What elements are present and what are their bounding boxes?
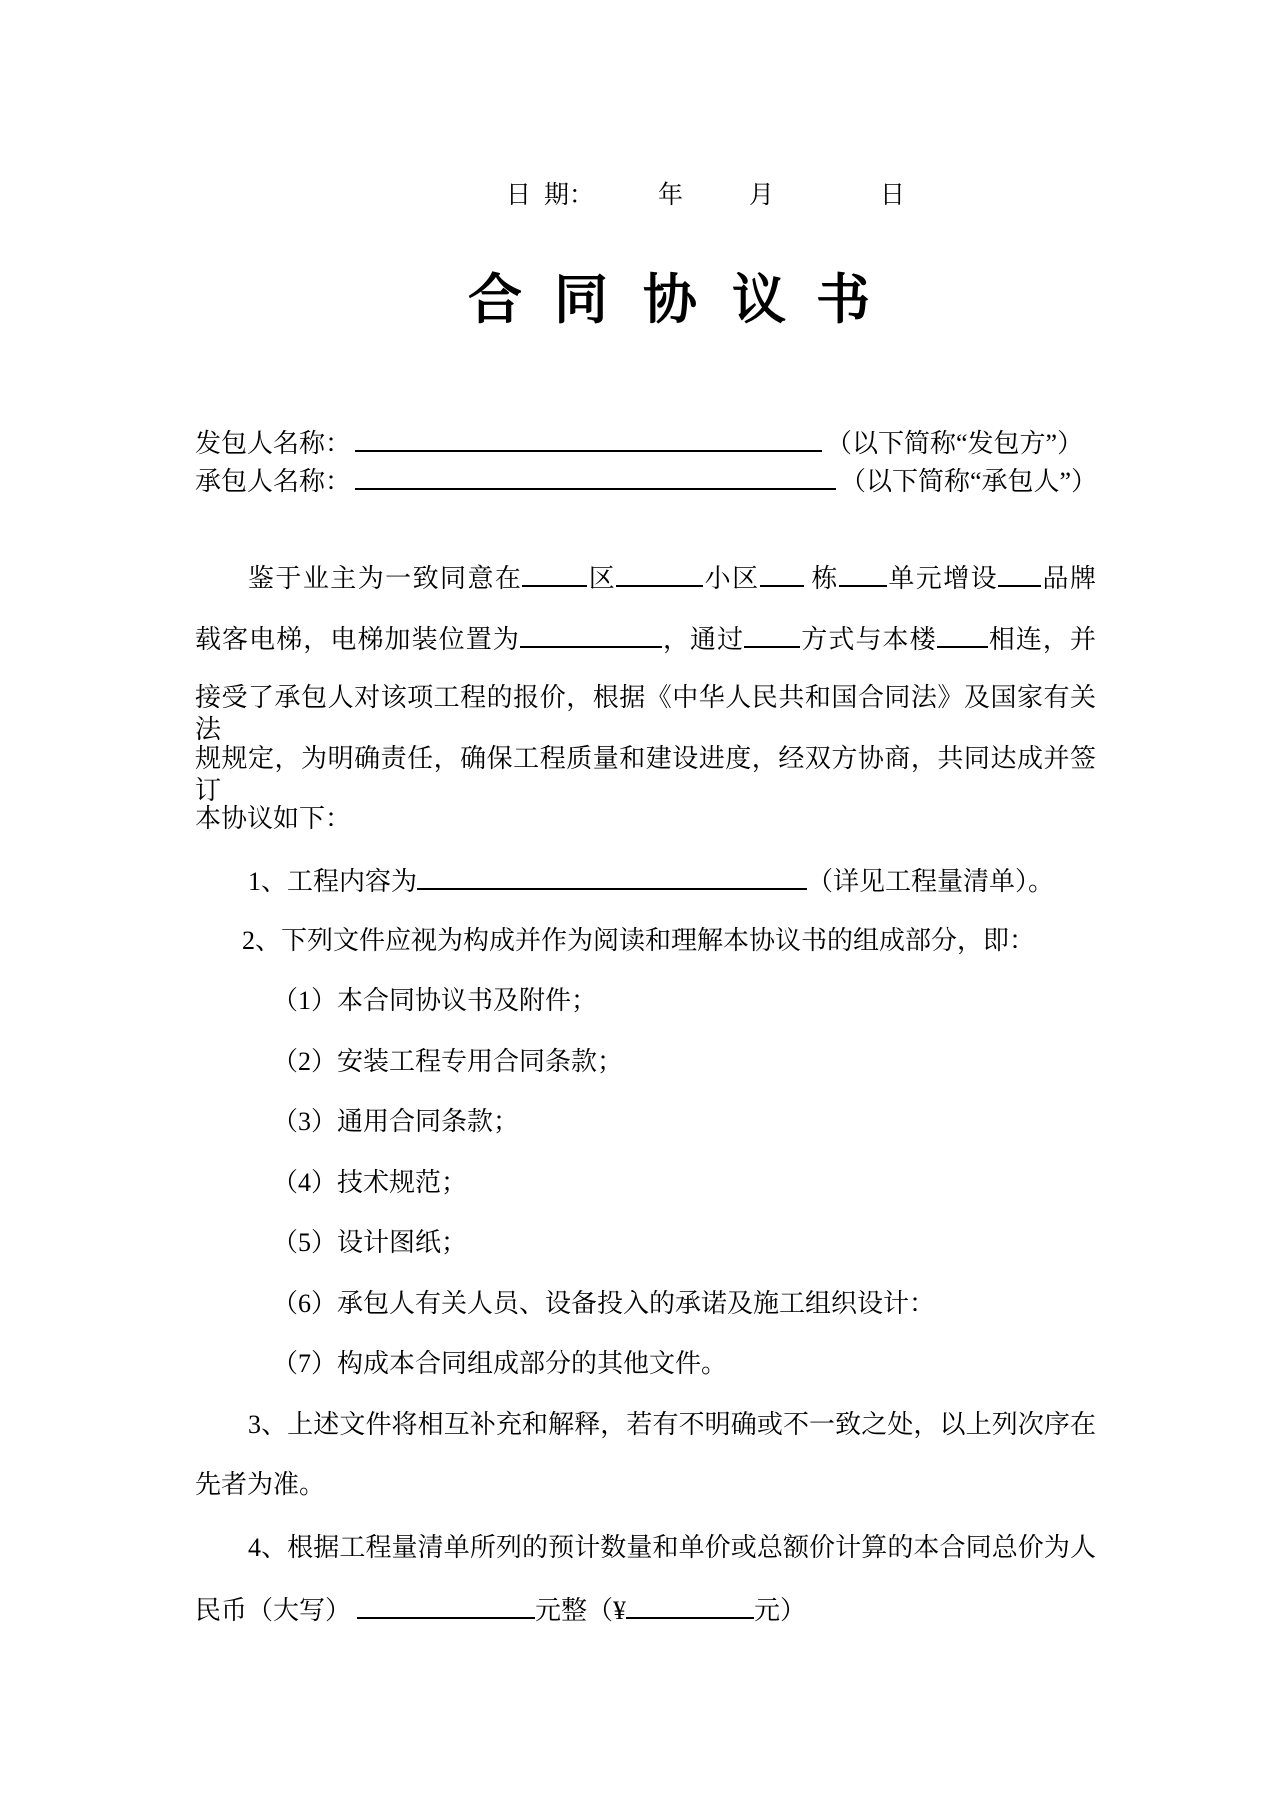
title-char: 同	[554, 268, 608, 331]
clause-4-line-2	[195, 1593, 806, 1625]
amount-words-blank[interactable]	[357, 1593, 535, 1619]
unit-blank[interactable]	[839, 561, 887, 587]
clause-2-item: （1）本合同协议书及附件；	[272, 986, 598, 1015]
clause-2-item: （7）构成本合同组成部分的其他文件。	[272, 1349, 728, 1378]
title-char: 议	[732, 268, 786, 331]
text: 小区	[703, 564, 760, 593]
connect-blank[interactable]	[937, 622, 988, 648]
employer-name-blank[interactable]	[355, 426, 822, 452]
text: 区	[587, 564, 617, 593]
clause-3-line-2: 先者为准。	[195, 1470, 326, 1499]
clause-3-line-1: 3、上述文件将相互补充和解释，若有不明确或不一致之处，以上列次序在	[248, 1410, 1096, 1439]
clause-2-item: （6）承包人有关人员、设备投入的承诺及施工组织设计：	[272, 1289, 936, 1318]
text: 元整（¥	[535, 1596, 627, 1625]
preamble-line-3: 接受了承包人对该项工程的报价，根据《中华人民共和国合同法》及国家有关法	[195, 683, 1096, 744]
text: 单元增设	[886, 564, 999, 593]
text: 方式与本楼	[800, 625, 937, 654]
clause-2: 2、下列文件应视为构成并作为阅读和理解本协议书的组成部分，即：	[242, 926, 1036, 955]
preamble-line-5: 本协议如下：	[195, 804, 352, 833]
clause-2-item: （2）安装工程专用合同条款；	[272, 1047, 624, 1076]
employer-label: 发包人名称：	[195, 429, 352, 458]
text: 相连，并	[987, 625, 1096, 654]
clause-2-item: （5）设计图纸；	[272, 1228, 468, 1257]
clause-2-item: （4）技术规范；	[272, 1168, 468, 1197]
preamble-line-2	[195, 622, 1096, 654]
text: 载客电梯，电梯加装位置为	[195, 625, 520, 654]
amount-figures-blank[interactable]	[626, 1593, 754, 1619]
date-label-qi: 期：	[544, 182, 595, 209]
brand-blank[interactable]	[998, 561, 1041, 587]
text: 民币（大写）	[195, 1596, 352, 1625]
text: （详见工程量清单）。	[807, 867, 1055, 896]
text: 1、工程内容为	[248, 867, 418, 896]
district-blank[interactable]	[522, 561, 587, 587]
date-year: 年	[658, 182, 684, 209]
contractor-name-line	[195, 464, 1097, 496]
community-blank[interactable]	[616, 561, 703, 587]
contractor-suffix: （以下简称“承包人”）	[840, 467, 1098, 496]
clause-2-item: （3）通用合同条款；	[272, 1107, 520, 1136]
title-char: 协	[643, 268, 697, 331]
date-month: 月	[749, 182, 775, 209]
title-char: 书	[816, 268, 870, 331]
text: ，通过	[661, 625, 745, 654]
text: 鉴于业主为一致同意在	[248, 564, 523, 593]
contractor-name-blank[interactable]	[355, 464, 836, 490]
method-blank[interactable]	[744, 622, 800, 648]
employer-suffix: （以下简称“发包方”）	[826, 429, 1084, 458]
text: 栋	[803, 564, 839, 593]
title-char: 合	[468, 268, 522, 331]
preamble-line-1	[248, 561, 1096, 593]
text: 元）	[754, 1596, 807, 1625]
date-line	[0, 180, 1280, 212]
preamble-line-4: 规规定，为明确责任，确保工程质量和建设进度，经双方协商，共同达成并签订	[195, 744, 1096, 805]
clause-4-line-1: 4、根据工程量清单所列的预计数量和单价或总额价计算的本合同总价为人	[248, 1533, 1096, 1562]
date-label-ri: 日	[506, 182, 532, 209]
employer-name-line	[195, 426, 1083, 458]
work-content-blank[interactable]	[417, 864, 807, 890]
text: 品牌	[1041, 564, 1096, 593]
contractor-label: 承包人名称：	[195, 467, 352, 496]
date-day: 日	[880, 182, 906, 209]
clause-1	[248, 864, 1054, 896]
location-blank[interactable]	[520, 622, 662, 648]
building-blank[interactable]	[760, 561, 804, 587]
